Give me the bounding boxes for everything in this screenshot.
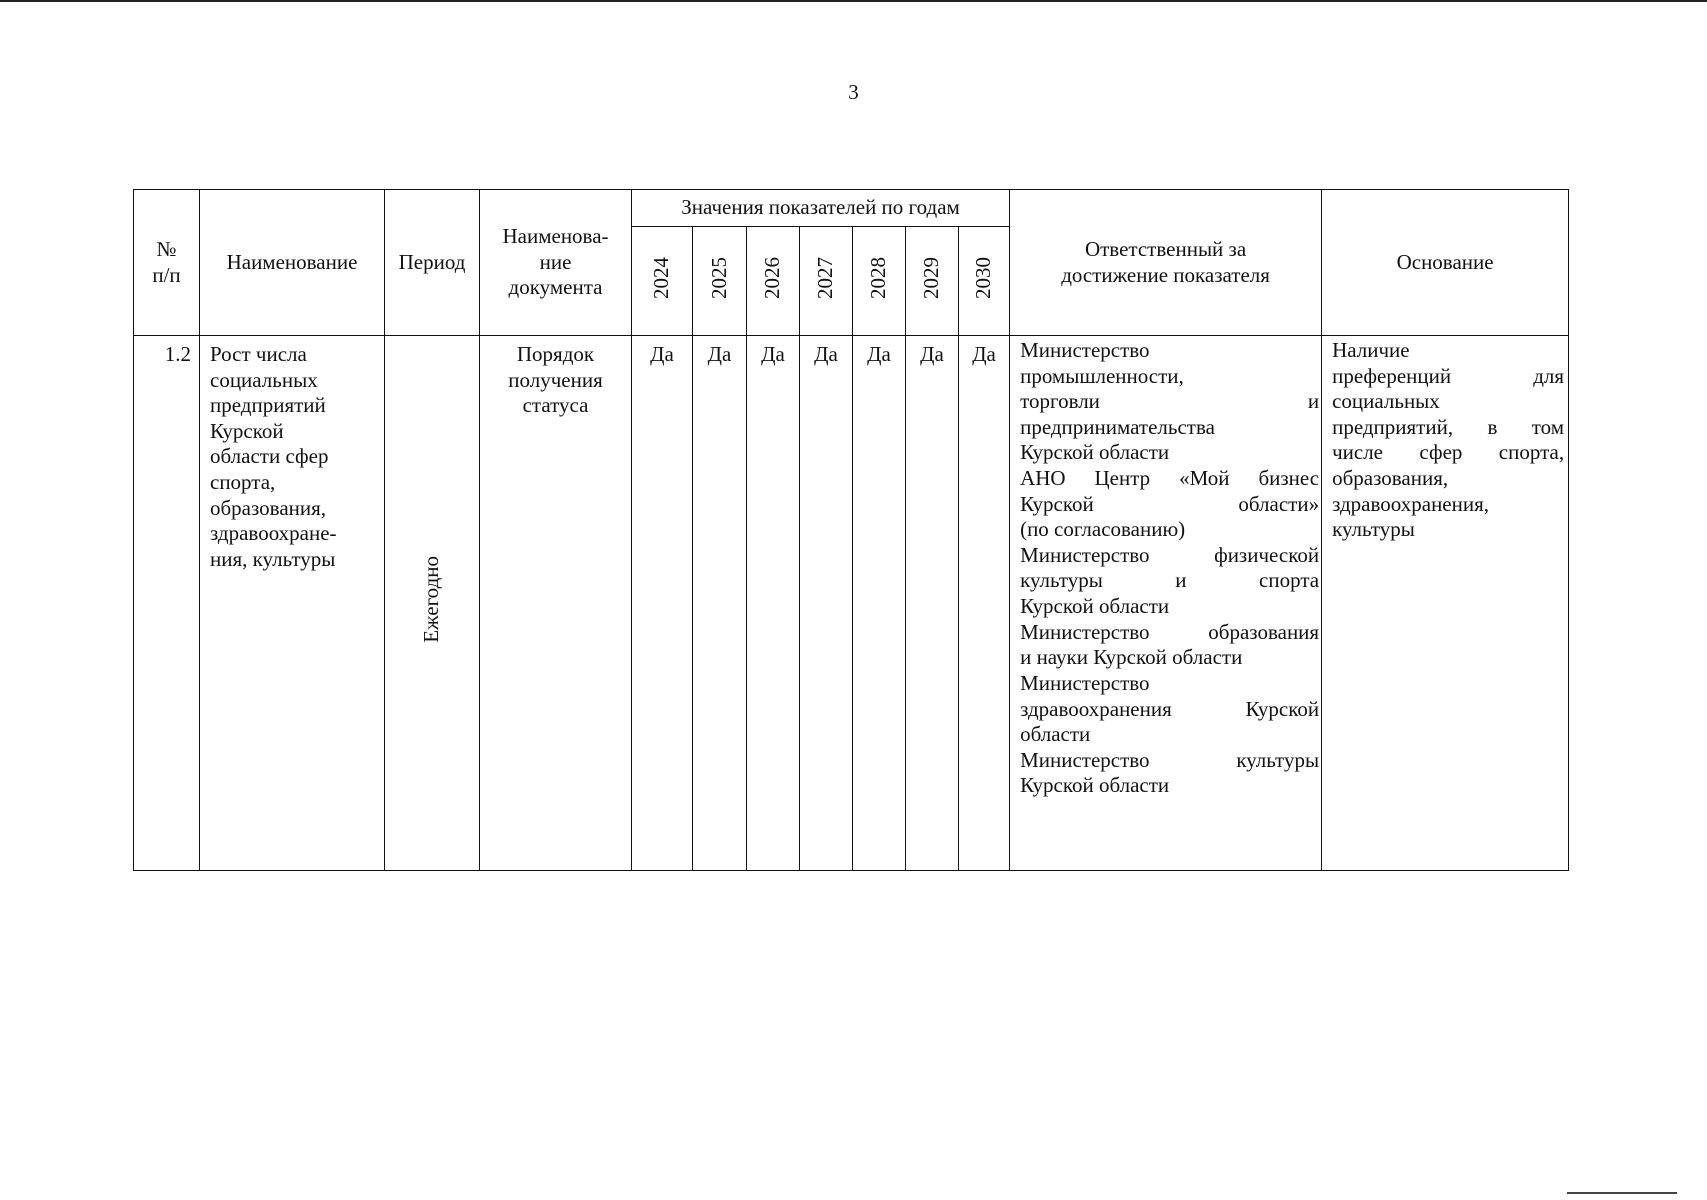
responsible-line: АНО Центр «Мой бизнес bbox=[1020, 466, 1320, 491]
header-doc-name: Наименова- ние документа bbox=[480, 190, 632, 336]
year-label: 2028 bbox=[866, 256, 891, 299]
row-period bbox=[385, 336, 480, 871]
table-row bbox=[134, 336, 1569, 871]
value-cell-2024: Да bbox=[632, 336, 693, 871]
responsible-line: Министерство физической bbox=[1020, 542, 1320, 567]
year-label: 2024 bbox=[649, 256, 674, 299]
year-cell bbox=[747, 227, 800, 336]
year-cell bbox=[906, 227, 959, 336]
responsible-line: Министерство культуры bbox=[1020, 747, 1320, 772]
responsible-line: Министерство bbox=[1020, 670, 1150, 695]
basis-line: здравоохранения, bbox=[1332, 491, 1490, 516]
value-cell-2026: Да bbox=[747, 336, 800, 871]
year-cell bbox=[632, 227, 693, 336]
responsible-line: и науки Курской области bbox=[1020, 645, 1243, 670]
year-cell bbox=[853, 227, 906, 336]
value-cell-2029: Да bbox=[906, 336, 959, 871]
responsible-line: Курской области bbox=[1020, 440, 1170, 465]
responsible-line: предпринимательства bbox=[1020, 414, 1215, 439]
responsible-line: области bbox=[1020, 722, 1091, 747]
basis-line: преференций для bbox=[1332, 363, 1565, 388]
table-header-row bbox=[134, 190, 1569, 227]
year-cell bbox=[959, 227, 1010, 336]
responsible-line: (по согласованию) bbox=[1020, 517, 1186, 542]
header-period: Период bbox=[385, 190, 480, 336]
basis-line: числе сфер спорта, bbox=[1332, 440, 1565, 465]
row-name: Рост числа социальных предприятий Курской области сфер спорта, образования, здравоохране- ния, культуры bbox=[200, 336, 385, 871]
row-basis bbox=[1322, 336, 1569, 871]
responsible-line: Министерство образования bbox=[1020, 619, 1320, 644]
row-responsible bbox=[1010, 336, 1322, 871]
year-label: 2027 bbox=[813, 256, 838, 299]
basis-line: Наличие bbox=[1332, 338, 1410, 362]
responsible-line: промышленности, bbox=[1020, 363, 1184, 388]
row-num: 1.2 bbox=[134, 336, 200, 871]
year-cell bbox=[800, 227, 853, 336]
year-label: 2026 bbox=[760, 256, 785, 299]
year-cell bbox=[693, 227, 747, 336]
year-label: 2029 bbox=[919, 256, 944, 299]
responsible-line: торговли и bbox=[1020, 389, 1320, 414]
row-doc-name: Порядок получения статуса bbox=[480, 336, 632, 871]
header-responsible: Ответственный за достижение показателя bbox=[1010, 190, 1322, 336]
year-label: 2030 bbox=[971, 256, 996, 299]
basis-line: образования, bbox=[1332, 466, 1449, 491]
value-cell-2027: Да bbox=[800, 336, 853, 871]
value-cell-2028: Да bbox=[853, 336, 906, 871]
responsible-line: Курской области bbox=[1020, 594, 1170, 619]
scan-corner-mark bbox=[1567, 1192, 1677, 1194]
period-label: Ежегодно bbox=[419, 556, 444, 644]
basis-line: культуры bbox=[1332, 517, 1415, 542]
responsible-line: культуры и спорта bbox=[1020, 568, 1320, 593]
indicator-table bbox=[133, 189, 1569, 871]
responsible-line: Курской области» bbox=[1020, 491, 1320, 516]
responsible-line: Министерство bbox=[1020, 338, 1150, 362]
header-name: Наименование bbox=[200, 190, 385, 336]
header-values-group: Значения показателей по годам bbox=[632, 190, 1010, 227]
page-number: 3 bbox=[848, 80, 859, 104]
responsible-line: здравоохранения Курской bbox=[1020, 696, 1320, 721]
basis-line: социальных bbox=[1332, 389, 1440, 414]
value-cell-2030: Да bbox=[959, 336, 1010, 871]
year-label: 2025 bbox=[706, 256, 731, 299]
header-num: № п/п bbox=[134, 190, 200, 336]
value-cell-2025: Да bbox=[693, 336, 747, 871]
responsible-line: Курской области bbox=[1020, 773, 1170, 798]
basis-line: предприятий, в том bbox=[1332, 414, 1565, 439]
top-border-line bbox=[0, 0, 1707, 2]
header-basis: Основание bbox=[1322, 190, 1569, 336]
